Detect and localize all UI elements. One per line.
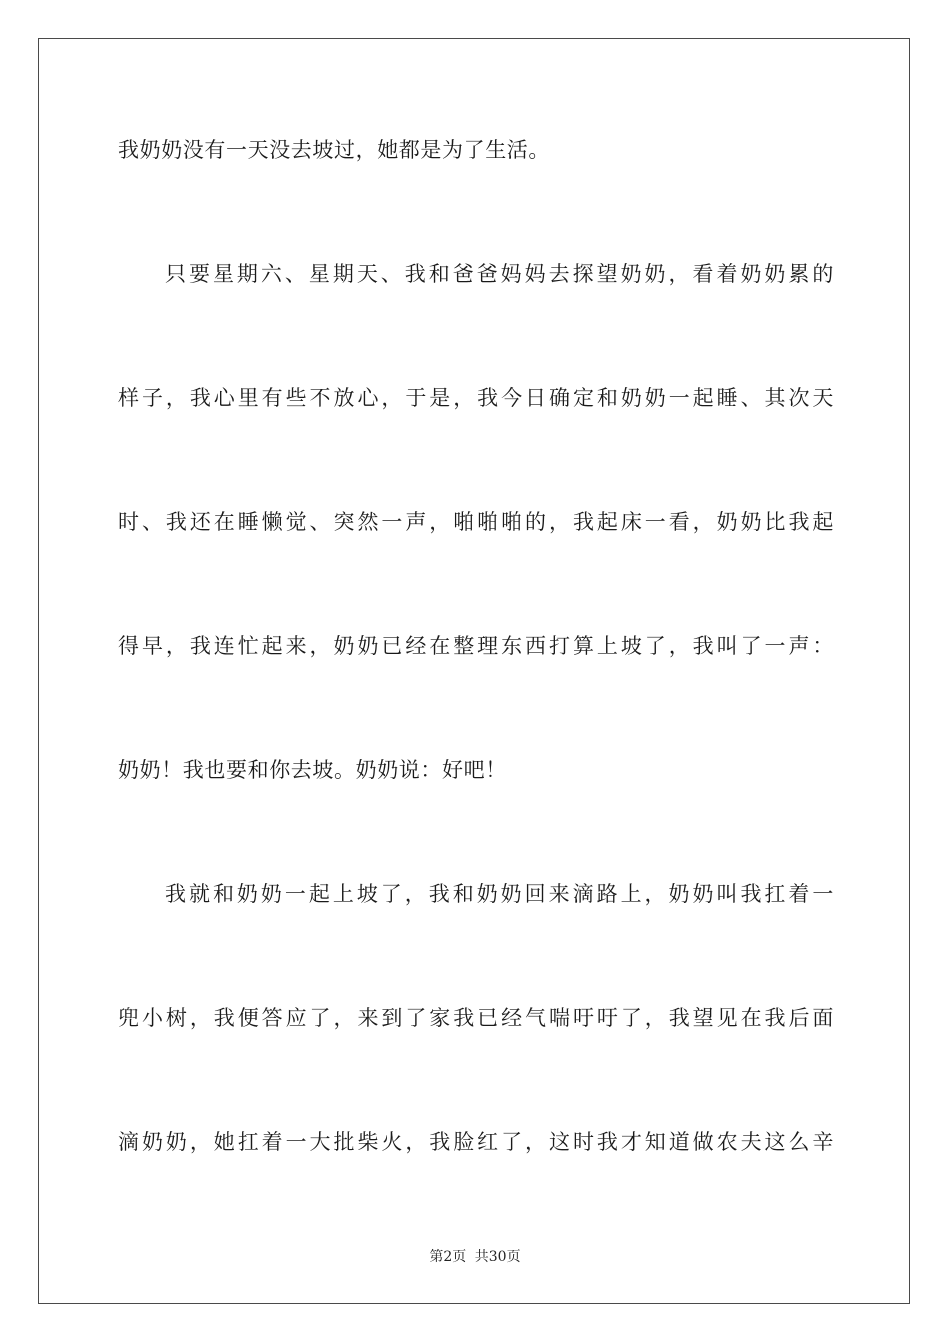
text-line-5: 得早，我连忙起来，奶奶已经在整理东西打算上坡了，我叫了一声： bbox=[118, 634, 834, 658]
text-line-7: 我就和奶奶一起上坡了，我和奶奶回来滴路上，奶奶叫我扛着一 bbox=[165, 882, 834, 906]
text-line-9: 滴奶奶，她扛着一大批柴火，我脸红了，这时我才知道做农夫这么辛 bbox=[118, 1130, 834, 1154]
page-footer bbox=[0, 1248, 950, 1266]
page-total: 共30页 bbox=[474, 1249, 521, 1265]
text-line-6: 奶奶！我也要和你去坡。奶奶说：好吧！ bbox=[118, 758, 507, 782]
text-line-3: 样子，我心里有些不放心，于是，我今日确定和奶奶一起睡、其次天 bbox=[118, 386, 834, 410]
page-border bbox=[38, 38, 910, 1304]
page-number: 第2页 bbox=[429, 1249, 467, 1265]
text-line-4: 时、我还在睡懒觉、突然一声，啪啪啪的，我起床一看，奶奶比我起 bbox=[118, 510, 834, 534]
text-line-2: 只要星期六、星期天、我和爸爸妈妈去探望奶奶，看着奶奶累的 bbox=[165, 262, 834, 286]
text-line-8: 兜小树，我便答应了，来到了家我已经气喘吁吁了，我望见在我后面 bbox=[118, 1006, 834, 1030]
text-line-1: 我奶奶没有一天没去坡过，她都是为了生活。 bbox=[118, 138, 550, 162]
